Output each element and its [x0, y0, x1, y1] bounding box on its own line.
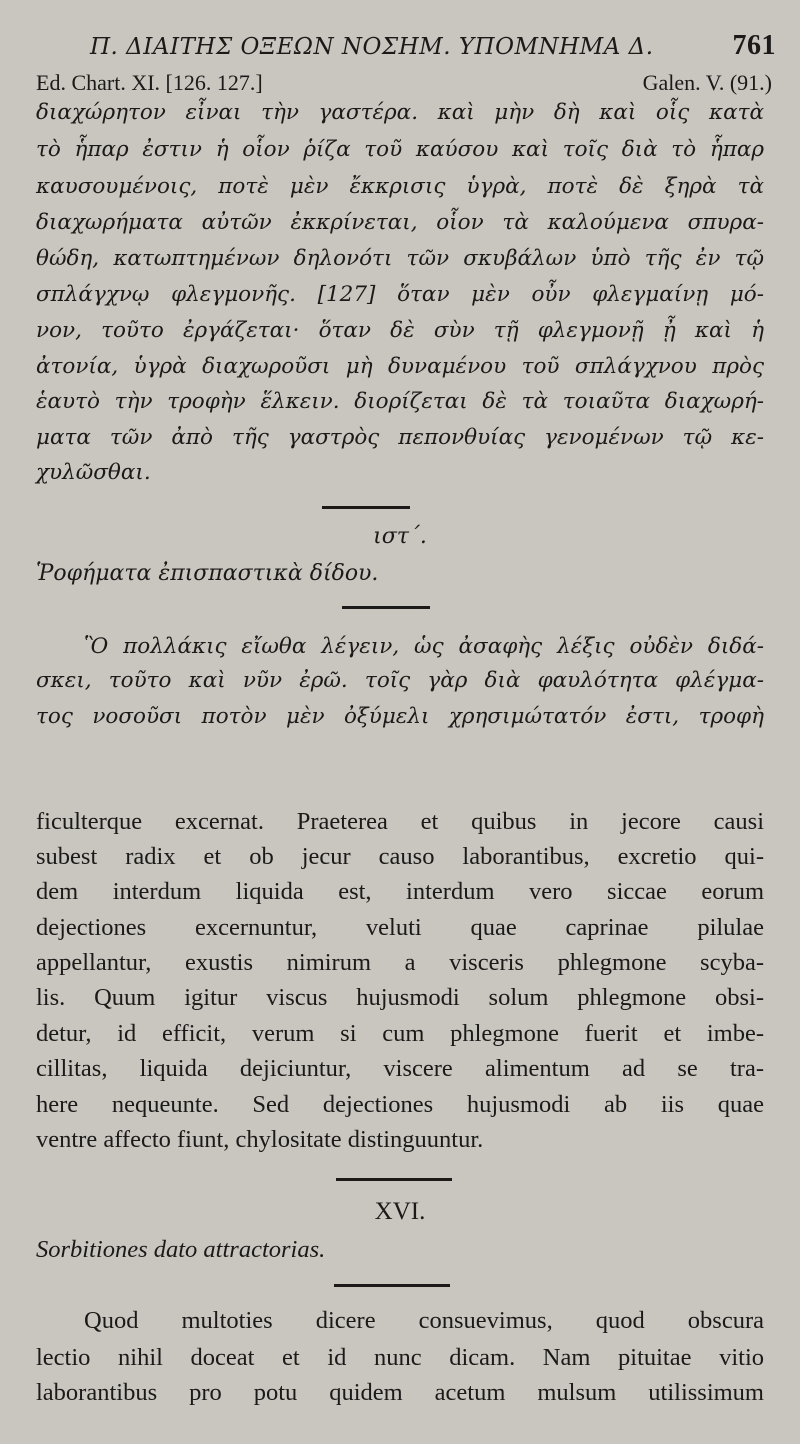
latin-commentary-line: laborantibus pro potu quidem acetum mulsum utilissimum — [36, 1379, 764, 1406]
greek-commentary-line: σκει, τοῦτο καὶ νῦν ἐρῶ. τοῖς γὰρ διὰ φαυλότητα φλέγμα- — [36, 668, 764, 693]
greek-line: θώδη, κατωπτημένων δηλονότι τῶν σκυβάλων ὑπὸ τῆς ἐν τῷ — [36, 246, 764, 271]
section-divider — [336, 1178, 452, 1181]
latin-line: lis. Quum igitur viscus hujusmodi solum phlegmone obsi- — [36, 984, 764, 1011]
greek-line: χυλῶσθαι. — [36, 460, 151, 485]
latin-commentary-line: lectio nihil doceat et id nunc dicam. Nam pituitae vitio — [36, 1344, 764, 1371]
latin-commentary-line: Quod multoties dicere consuevimus, quod obscura — [84, 1307, 764, 1334]
section-divider — [322, 506, 410, 509]
section-divider — [334, 1284, 450, 1287]
latin-line: cillitas, liquida dejiciuntur, viscere alimentum ad se tra- — [36, 1055, 764, 1082]
edition-reference-chartier: Ed. Chart. XI. [126. 127.] — [36, 70, 263, 95]
latin-line: ventre affecto fiunt, chylositate distinguuntur. — [36, 1126, 484, 1153]
greek-lemma: Ῥοφήματα ἐπισπαστικὰ δίδου. — [36, 561, 379, 586]
latin-line: ficulterque excernat. Praeterea et quibus in jecore causi — [36, 808, 764, 835]
greek-line: σπλάγχνῳ φλεγμονῆς. [127] ὅταν μὲν οὖν φλεγμαίνῃ μό- — [36, 282, 764, 307]
greek-commentary-line: Ὃ πολλάκις εἴωθα λέγειν, ὡς ἀσαφὴς λέξις οὐδὲν διδά- — [84, 634, 764, 659]
running-head-title: Π. ΔΙΑΙΤΗΣ ΟΞΕΩΝ ΝΟΣΗΜ. ΥΠΟΜΝΗΜΑ Δ. — [90, 34, 654, 60]
greek-line: τὸ ἧπαρ ἐστιν ἡ οἷον ῥίζα τοῦ καύσου καὶ τοῖς διὰ τὸ ἧπαρ — [36, 137, 764, 162]
latin-line: appellantur, exustis nimirum a visceris phlegmone scyba- — [36, 949, 764, 976]
latin-line: detur, id efficit, verum si cum phlegmone fuerit et imbe- — [36, 1020, 764, 1047]
latin-line: here nequeunte. Sed dejectiones hujusmodi ab iis quae — [36, 1091, 764, 1118]
section-divider — [342, 606, 430, 609]
running-head — [90, 30, 776, 70]
latin-line: dejectiones excernuntur, veluti quae caprinae pilulae — [36, 914, 764, 941]
greek-section-number: ιστ΄. — [373, 524, 427, 549]
latin-line: dem interdum liquida est, interdum vero siccae eorum — [36, 878, 764, 905]
latin-lemma: Sorbitiones dato attractorias. — [36, 1236, 326, 1263]
edition-reference-line — [36, 70, 772, 100]
greek-line: διαχωρήματα αὐτῶν ἐκκρίνεται, οἷον τὰ καλούμενα σπυρα- — [36, 210, 764, 235]
latin-section-number: XVI. — [374, 1198, 426, 1225]
greek-line: ἀτονία, ὑγρὰ διαχωροῦσι μὴ δυναμένου τοῦ σπλάγχνου πρὸς — [36, 354, 764, 379]
latin-line: subest radix et ob jecur causo laborantibus, excretio qui- — [36, 843, 764, 870]
greek-line: ματα τῶν ἀπὸ τῆς γαστρὸς πεπονθυίας γενομένων τῷ κε- — [36, 425, 764, 450]
greek-line: διαχώρητον εἶναι τὴν γαστέρα. καὶ μὴν δὴ καὶ οἷς κατὰ — [36, 100, 764, 125]
greek-line: καυσουμένοις, ποτὲ μὲν ἔκκρισις ὑγρὰ, ποτὲ δὲ ξηρὰ τὰ — [36, 174, 764, 199]
greek-commentary-line: τος νοσοῦσι ποτὸν μὲν ὀξύμελι χρησιμώτατόν ἐστι, τροφὴ — [36, 704, 764, 729]
edition-reference-galen: Galen. V. (91.) — [642, 70, 772, 95]
greek-line: νον, τοῦτο ἐργάζεται· ὅταν δὲ σὺν τῇ φλεγμονῇ ᾖ καὶ ἡ — [36, 318, 764, 343]
page-number: 761 — [732, 30, 776, 61]
greek-line: ἑαυτὸ τὴν τροφὴν ἕλκειν. διορίζεται δὲ τὰ τοιαῦτα διαχωρή- — [36, 389, 764, 414]
